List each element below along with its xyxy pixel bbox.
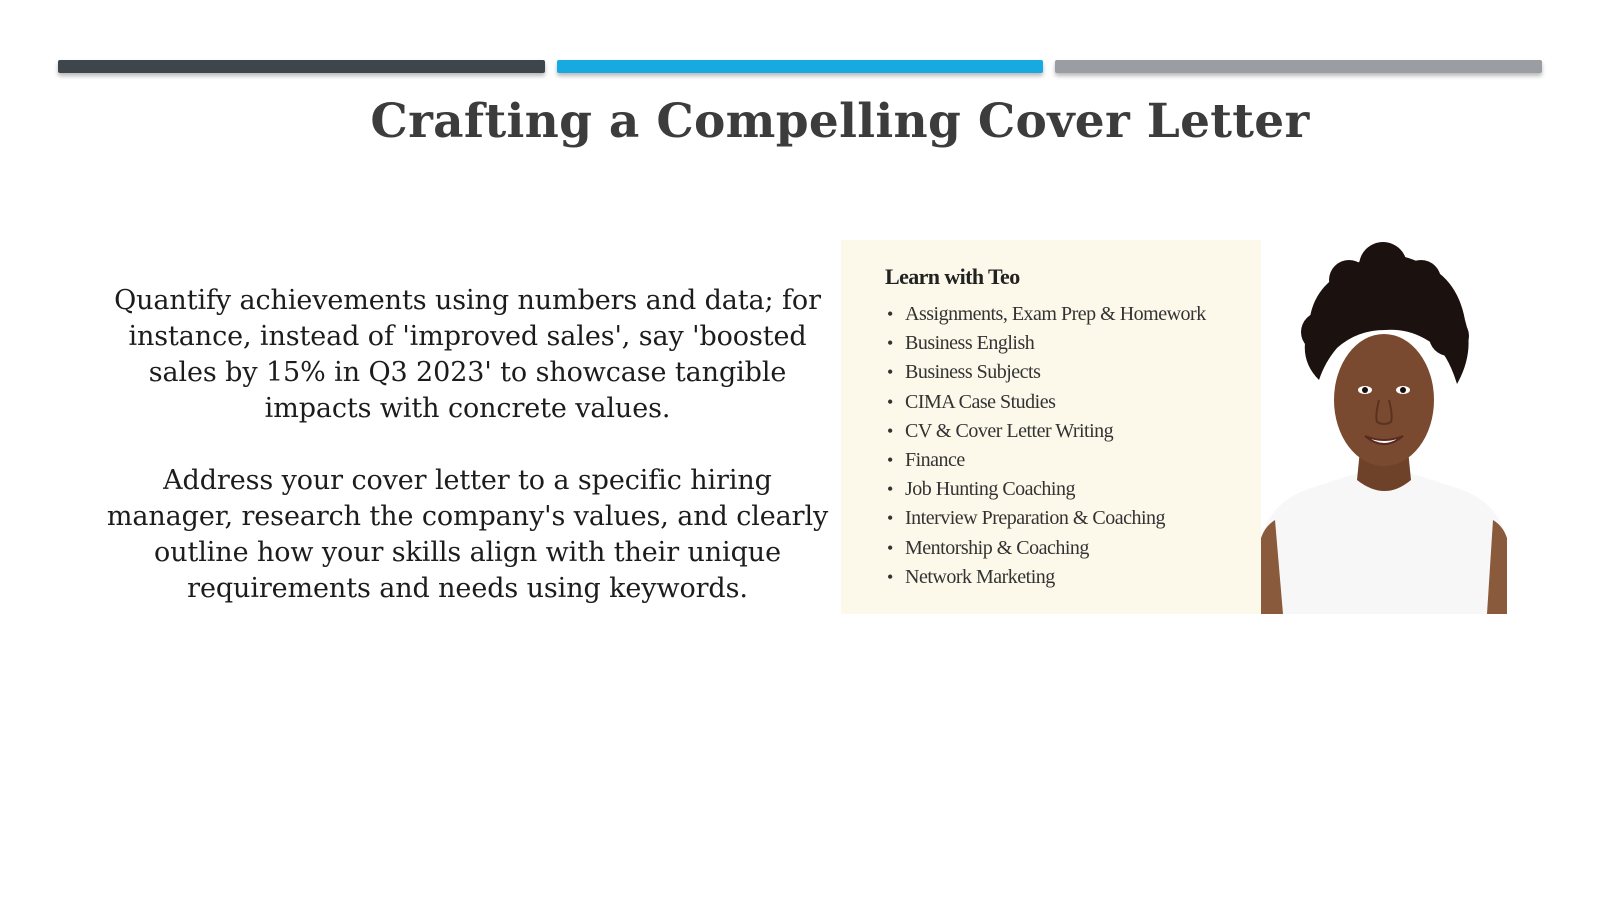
tutor-portrait xyxy=(1261,240,1507,614)
list-item: • Job Hunting Coaching xyxy=(887,475,1206,504)
bullet-icon: • xyxy=(887,537,893,558)
portrait-illustration xyxy=(1261,240,1507,614)
bullet-icon: • xyxy=(887,333,893,354)
ad-heading: Learn with Teo xyxy=(885,264,1020,289)
services-list xyxy=(887,300,1206,592)
list-item: • Business English xyxy=(887,329,1206,358)
paragraph-quantify: Quantify achievements using numbers and data; for instance, instead of 'improved sales', say 'boosted sales by 15% in Q3 2023' to showcase tangible impacts with concrete values. xyxy=(114,285,821,424)
slide-title: Crafting a Compelling Cover Letter xyxy=(370,94,1310,149)
accent-bar-blue xyxy=(557,60,1043,73)
list-item: • Network Marketing xyxy=(887,563,1206,592)
list-item: • CIMA Case Studies xyxy=(887,388,1206,417)
bullet-icon: • xyxy=(887,508,893,529)
tutor-ad-image xyxy=(841,240,1507,614)
bullet-icon: • xyxy=(887,450,893,471)
bullet-icon: • xyxy=(887,479,893,500)
bullet-icon: • xyxy=(887,391,893,412)
accent-bar-dark xyxy=(58,60,545,73)
list-item: • Mentorship & Coaching xyxy=(887,534,1206,563)
bullet-icon: • xyxy=(887,420,893,441)
bullet-icon: • xyxy=(887,304,893,324)
bullet-icon: • xyxy=(887,362,893,383)
bullet-icon: • xyxy=(887,566,893,587)
list-item: • Business Subjects xyxy=(887,358,1206,387)
list-item: • Finance xyxy=(887,446,1206,475)
accent-bar-gray xyxy=(1055,60,1542,73)
list-item: • Assignments, Exam Prep & Homework xyxy=(887,300,1206,329)
list-item: • CV & Cover Letter Writing xyxy=(887,417,1206,446)
body-text xyxy=(100,283,835,607)
list-item: • Interview Preparation & Coaching xyxy=(887,504,1206,533)
paragraph-address: Address your cover letter to a specific hiring manager, research the company's values, and clearly outline how your skills align with their unique requirements and needs using keywords. xyxy=(106,465,829,604)
